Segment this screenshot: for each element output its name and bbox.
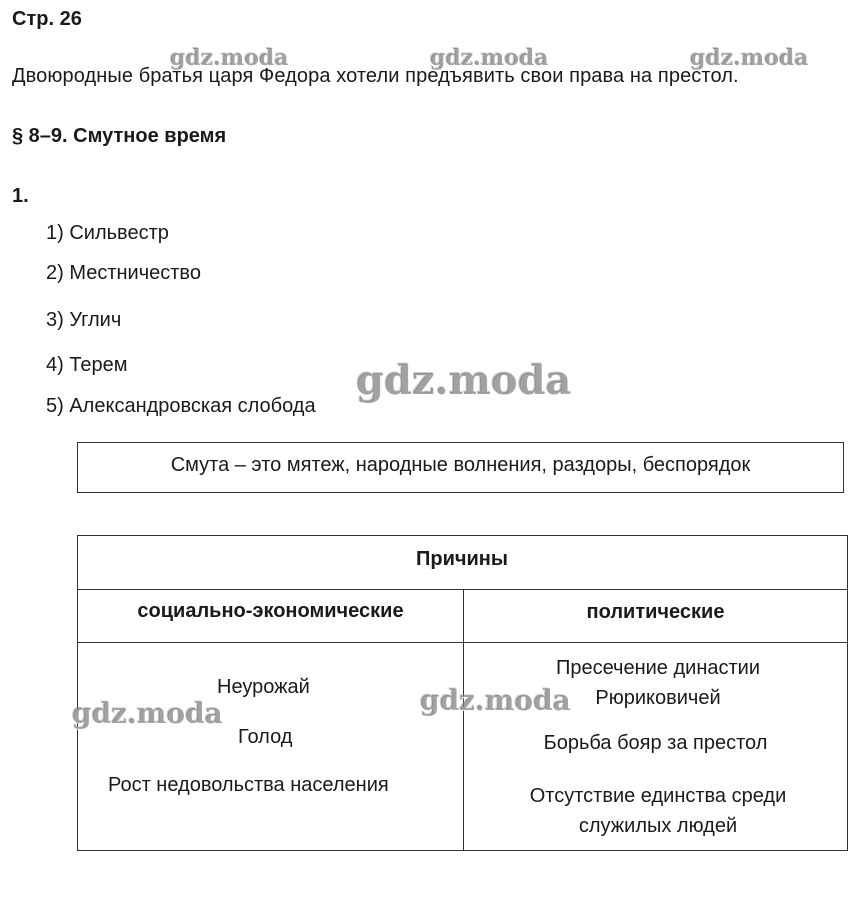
intro-text: Двоюродные братья царя Федора хотели предъявить свои права на престол. — [12, 65, 739, 87]
answer-item-4: 4) Терем — [46, 354, 128, 376]
definition-text: Смута – это мятеж, народные волнения, раздоры, беспорядок — [170, 454, 751, 476]
cause-item: Пресечение династии Рюриковичей — [555, 657, 761, 709]
table-title: Причины — [416, 548, 508, 570]
causes-table — [77, 535, 848, 851]
answer-item-2: 2) Местничество — [46, 262, 201, 284]
definition-box — [77, 442, 844, 493]
watermark-logo: gdz.moda — [430, 45, 549, 71]
page-header: Стр. 26 — [12, 8, 82, 30]
watermark-logo: gdz.moda — [170, 45, 289, 71]
answer-item-1: 1) Сильвестр — [46, 222, 169, 244]
watermark-logo: gdz.moda — [690, 45, 809, 71]
column-header-socioeconomic: социально-экономические — [137, 600, 404, 622]
answer-item-3: 3) Углич — [46, 309, 122, 331]
cause-item: Рост недовольства населения — [108, 774, 389, 796]
watermark-logo: gdz.moda — [356, 357, 572, 404]
watermark-logo: gdz.moda — [420, 684, 571, 717]
answer-item-5: 5) Александровская слобода — [46, 395, 316, 417]
section-title: § 8–9. Смутное время — [12, 125, 227, 147]
cause-item: Борьба бояр за престол — [543, 732, 768, 754]
table-column-divider — [463, 589, 464, 850]
watermark-logo: gdz.moda — [72, 697, 223, 730]
cause-item: Отсутствие единства среди служилых людей — [529, 785, 787, 837]
cause-item: Голод — [238, 726, 293, 748]
cause-item: Неурожай — [217, 676, 310, 698]
task-number: 1. — [12, 185, 29, 207]
column-header-political: политические — [586, 601, 725, 623]
